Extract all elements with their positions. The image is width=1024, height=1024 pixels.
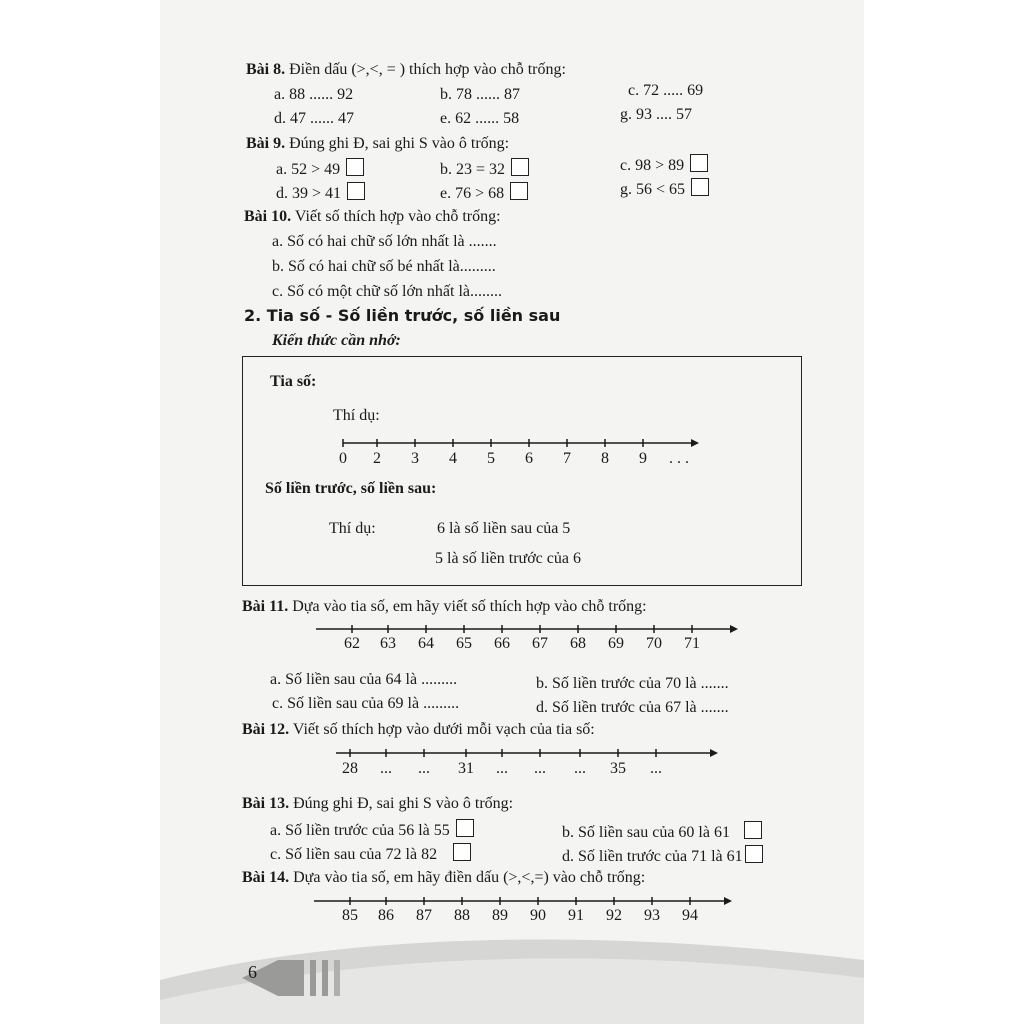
page-tab-bar: [322, 960, 328, 996]
tick-label: 91: [568, 907, 584, 924]
bai9-item-b: [440, 158, 529, 180]
bai8-item-d: d. 47 ...... 47: [274, 110, 354, 127]
bai8-item-e: e. 62 ...... 58: [440, 110, 520, 127]
page-tab-bar: [334, 960, 340, 996]
tick-label: 88: [454, 907, 470, 924]
bai8-title: Bài 8.: [246, 61, 286, 78]
arrow-head: [730, 625, 738, 633]
tick-label: . . .: [669, 450, 689, 467]
bai13-item-d-text: d. Số liền trước của 71 là 61: [562, 848, 743, 865]
book-page: [160, 0, 864, 1024]
bai10-title: Bài 10.: [244, 208, 292, 225]
number-line-bai11: [316, 620, 746, 656]
footer-swoosh: [160, 920, 864, 1024]
tick-label: ...: [380, 760, 392, 777]
bai13-heading: [242, 794, 513, 814]
tick-label: 0: [339, 450, 347, 467]
bai13-item-a: [270, 819, 474, 841]
bai13-prompt: Đúng ghi Đ, sai ghi S vào ô trống:: [293, 795, 514, 812]
bai13-item-d: [562, 845, 763, 867]
answer-box[interactable]: [510, 182, 528, 200]
answer-box[interactable]: [691, 178, 709, 196]
bai9-item-c: [620, 154, 708, 176]
tick-label: 93: [644, 907, 660, 924]
tia-so-label: Tia số:: [270, 373, 317, 390]
tick-label: 4: [449, 450, 457, 467]
answer-box[interactable]: [690, 154, 708, 172]
bai11-title: Bài 11.: [242, 598, 289, 615]
bai11-item-b: b. Số liền trước của 70 là .......: [536, 675, 729, 692]
bai9-item-g: [620, 178, 709, 200]
tick-label: 68: [570, 635, 586, 652]
tick-label: 28: [342, 760, 358, 777]
bai8-item-a: a. 88 ...... 92: [274, 86, 354, 103]
bai12-title: Bài 12.: [242, 721, 290, 738]
bai12-heading: [242, 720, 595, 740]
bai10-item-a: a. Số có hai chữ số lớn nhất là .......: [272, 233, 497, 250]
bai11-item-a: a. Số liền sau của 64 là .........: [270, 671, 458, 688]
tick-label: 3: [411, 450, 419, 467]
bai9-item-e-text: e. 76 > 68: [440, 185, 505, 202]
tick-label: 90: [530, 907, 546, 924]
section-2-subtitle: Kiến thức cần nhớ:: [272, 332, 401, 349]
tick-label: ...: [534, 760, 546, 777]
bai13-item-b: [562, 821, 762, 843]
bai13-item-c-text: c. Số liền sau của 72 là 82: [270, 846, 438, 863]
bai8-item-b: b. 78 ...... 87: [440, 86, 520, 103]
tick-label: 31: [458, 760, 474, 777]
answer-box[interactable]: [456, 819, 474, 837]
tick-label: 35: [610, 760, 626, 777]
theory-box: [242, 356, 802, 586]
arrow-head: [710, 749, 718, 757]
bai9-item-a: [276, 158, 364, 180]
tick-label: 65: [456, 635, 472, 652]
bai8-heading: [246, 60, 566, 80]
bai14-prompt: Dựa vào tia số, em hãy điền dấu (>,<,=) vào chỗ trống:: [293, 869, 646, 886]
bai9-title: Bài 9.: [246, 135, 286, 152]
tick-label: 86: [378, 907, 394, 924]
tick-label: 64: [418, 635, 434, 652]
arrow-head: [691, 439, 699, 447]
tick-label: 94: [682, 907, 698, 924]
page-tab-block: [278, 960, 304, 996]
bai11-item-d: d. Số liền trước của 67 là .......: [536, 699, 729, 716]
tick-label: 85: [342, 907, 358, 924]
bai9-item-b-text: b. 23 = 32: [440, 161, 506, 178]
page-number: 6: [248, 962, 257, 982]
bai9-item-d-text: d. 39 > 41: [276, 185, 342, 202]
tick-label: 70: [646, 635, 662, 652]
tick-label: 7: [563, 450, 571, 467]
tick-label: 67: [532, 635, 548, 652]
bai12-prompt: Viết số thích hợp vào dưới mỗi vạch của tia số:: [292, 721, 595, 738]
tick-label: 2: [373, 450, 381, 467]
number-line-bai12: [336, 744, 726, 780]
bai11-prompt: Dựa vào tia số, em hãy viết số thích hợp vào chỗ trống:: [292, 598, 647, 615]
tick-label: 69: [608, 635, 624, 652]
bai13-item-c: [270, 843, 471, 865]
bai8-item-c: c. 72 ..... 69: [628, 82, 704, 99]
tick-label: 9: [639, 450, 647, 467]
bai10-prompt: Viết số thích hợp vào chỗ trống:: [294, 208, 501, 225]
answer-box[interactable]: [745, 845, 763, 863]
answer-box[interactable]: [346, 158, 364, 176]
tick-label: 87: [416, 907, 432, 924]
tick-label: 92: [606, 907, 622, 924]
bai11-item-c: c. Số liền sau của 69 là .........: [272, 695, 460, 712]
bai9-item-a-text: a. 52 > 49: [276, 161, 341, 178]
bai9-item-d: [276, 182, 365, 204]
bai13-item-a-text: a. Số liền trước của 56 là 55: [270, 822, 450, 839]
bai9-item-g-text: g. 56 < 65: [620, 181, 686, 198]
tick-label: 8: [601, 450, 609, 467]
tick-label: ...: [574, 760, 586, 777]
bai13-title: Bài 13.: [242, 795, 290, 812]
tick-label: 63: [380, 635, 396, 652]
bai10-item-b: b. Số có hai chữ số bé nhất là.........: [272, 258, 496, 275]
bai9-prompt: Đúng ghi Đ, sai ghi S vào ô trống:: [289, 135, 510, 152]
tick-label: ...: [418, 760, 430, 777]
section-2-title: 2. Tia số - Số liền trước, số liền sau: [244, 306, 561, 325]
tick-label: ...: [496, 760, 508, 777]
example2-label: Thí dụ:: [329, 520, 376, 537]
example-label: Thí dụ:: [333, 407, 380, 424]
tick-label: 5: [487, 450, 495, 467]
answer-box[interactable]: [744, 821, 762, 839]
tick-label: 62: [344, 635, 360, 652]
bai9-item-e: [440, 182, 528, 204]
arrow-head: [724, 897, 732, 905]
bai10-heading: [244, 207, 501, 227]
bai8-item-g: g. 93 .... 57: [620, 106, 692, 123]
bai9-item-c-text: c. 98 > 89: [620, 157, 685, 174]
tick-label: 6: [525, 450, 533, 467]
bai8-prompt: Điền dấu (>,<, = ) thích hợp vào chỗ trống:: [289, 61, 566, 78]
bai14-title: Bài 14.: [242, 869, 290, 886]
bai10-item-c: c. Số có một chữ số lớn nhất là........: [272, 283, 502, 300]
tick-label: 71: [684, 635, 700, 652]
tick-label: ...: [650, 760, 662, 777]
number-line-example: [339, 431, 703, 467]
answer-box[interactable]: [453, 843, 471, 861]
lien-label: Số liền trước, số liền sau:: [265, 480, 437, 497]
tick-label: 89: [492, 907, 508, 924]
answer-box[interactable]: [347, 182, 365, 200]
bai14-heading: [242, 868, 645, 888]
tick-label: 66: [494, 635, 510, 652]
example2-line1: 6 là số liền sau của 5: [437, 520, 571, 537]
bai13-item-b-text: b. Số liền sau của 60 là 61: [562, 824, 730, 841]
bai11-heading: [242, 597, 647, 617]
answer-box[interactable]: [511, 158, 529, 176]
bai9-heading: [246, 134, 509, 154]
example2-line2: 5 là số liền trước của 6: [435, 550, 581, 567]
page-tab-bar: [310, 960, 316, 996]
